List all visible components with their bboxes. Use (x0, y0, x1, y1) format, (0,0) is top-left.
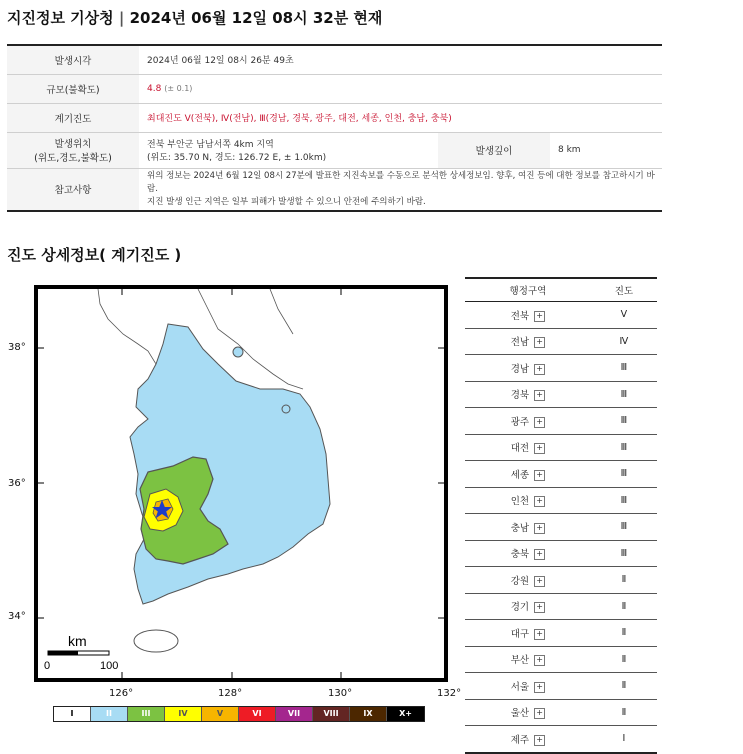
intensity-cell: Ⅲ (591, 408, 657, 435)
lon-label-132: 132° (437, 688, 462, 699)
intensity-cell: Ⅲ (591, 355, 657, 382)
table-row (465, 567, 657, 594)
legend-item: III (128, 707, 165, 721)
map-canvas (38, 289, 444, 678)
intensity-legend (53, 706, 425, 722)
intensity-label: 계기진도 (7, 103, 139, 132)
region-name: 전북 (510, 310, 530, 322)
lon-label-128: 128° (218, 688, 243, 699)
section-title: 진도 상세정보( 계기진도 ) (7, 246, 182, 264)
scale-unit: km (68, 633, 87, 649)
region-name: 강원 (510, 575, 530, 587)
region-cell (465, 487, 591, 514)
magnitude-cell (139, 74, 662, 103)
table-row (465, 408, 657, 435)
intensity-cell: Ⅲ (591, 540, 657, 567)
time-value: 2024년 06월 12일 08시 26분 49초 (139, 45, 662, 74)
legend-item: II (91, 707, 128, 721)
table-row (465, 328, 657, 355)
lat-label-36: 36° (8, 478, 26, 489)
location-label (7, 132, 139, 168)
region-cell (465, 302, 591, 329)
col-region-header: 행정구역 (465, 278, 591, 302)
note-value (139, 168, 662, 211)
intensity-cell: Ⅲ (591, 434, 657, 461)
intensity-cell: Ⅱ (591, 673, 657, 700)
region-name: 충북 (510, 549, 530, 561)
region-cell (465, 567, 591, 594)
region-cell (465, 726, 591, 753)
earthquake-info-table (7, 44, 662, 212)
lon-label-130: 130° (328, 688, 353, 699)
region-cell (465, 408, 591, 435)
region-name: 부산 (510, 655, 530, 667)
expand-icon[interactable]: + (534, 337, 545, 348)
time-label: 발생시각 (7, 45, 139, 74)
intensity-map (34, 285, 448, 682)
scale-start: 0 (44, 660, 51, 672)
lon-label-126: 126° (109, 688, 134, 699)
region-cell (465, 461, 591, 488)
region-cell (465, 673, 591, 700)
region-cell (465, 593, 591, 620)
intensity-cell: Ⅱ (591, 620, 657, 647)
intensity-cell: Ⅱ (591, 593, 657, 620)
region-name: 전남 (510, 337, 530, 349)
expand-icon[interactable]: + (534, 602, 545, 613)
location-value (139, 132, 438, 168)
region-cell (465, 355, 591, 382)
region-name: 대전 (510, 443, 530, 455)
intensity-cell: Ⅱ (591, 646, 657, 673)
expand-icon[interactable]: + (534, 390, 545, 401)
table-row (465, 673, 657, 700)
table-row (465, 461, 657, 488)
region-cell (465, 540, 591, 567)
region-name: 서울 (510, 681, 530, 693)
title-text: 지진정보 기상청 (7, 9, 114, 27)
table-row (465, 487, 657, 514)
intensity-area-ii (130, 324, 330, 604)
region-cell (465, 381, 591, 408)
region-cell (465, 699, 591, 726)
intensity-by-region-table (465, 277, 657, 754)
depth-value: 8 km (550, 132, 662, 168)
island-dokdo (282, 405, 290, 413)
table-row (465, 381, 657, 408)
expand-icon[interactable]: + (534, 311, 545, 322)
magnitude-uncertainty: (± 0.1) (164, 83, 193, 93)
table-row (465, 434, 657, 461)
intensity-table-body (465, 302, 657, 753)
lat-label-38: 38° (8, 342, 26, 353)
lat-label-34: 34° (8, 611, 26, 622)
intensity-value: 최대진도 Ⅴ(전북), Ⅳ(전남), Ⅲ(경남, 경북, 광주, 대전, 세종, 인천, 충남, 충북) (139, 103, 662, 132)
table-row (465, 540, 657, 567)
intensity-cell: Ⅳ (591, 328, 657, 355)
location-value-line2: (위도: 35.70 N, 경도: 126.72 E, ± 1.0km) (147, 153, 327, 163)
region-name: 광주 (510, 416, 530, 428)
region-cell (465, 646, 591, 673)
region-name: 대구 (510, 628, 530, 640)
legend-item: VI (239, 707, 276, 721)
expand-icon[interactable]: + (534, 549, 545, 560)
note-line1: 위의 정보는 2024년 6월 12일 08시 27분에 발표한 지진속보를 수동으로 분석한 상세정보임. 향후, 여진 등에 대한 정보를 참고하시기 바람. (147, 170, 655, 194)
region-name: 세종 (510, 469, 530, 481)
region-name: 충남 (510, 522, 530, 534)
intensity-cell: Ⅱ (591, 567, 657, 594)
island-ulleung (233, 347, 243, 357)
intensity-cell: Ⅲ (591, 487, 657, 514)
location-label-line2: (위도,경도,불확도) (34, 153, 112, 164)
intensity-cell: Ⅴ (591, 302, 657, 329)
region-name: 경남 (510, 363, 530, 375)
location-value-line1: 전북 부안군 남남서쪽 4km 지역 (147, 140, 274, 150)
title-separator: | (118, 9, 125, 27)
col-intensity-header: 진도 (591, 278, 657, 302)
note-line2: 지진 발생 인근 지역은 일부 피해가 발생할 수 있으니 안전에 주의하기 바람. (147, 196, 426, 207)
legend-item: I (54, 707, 91, 721)
intensity-cell: Ⅲ (591, 514, 657, 541)
table-row (465, 593, 657, 620)
depth-label: 발생깊이 (438, 132, 550, 168)
expand-icon[interactable]: + (534, 735, 545, 746)
expand-icon[interactable]: + (534, 708, 545, 719)
expand-icon[interactable]: + (534, 576, 545, 587)
expand-icon[interactable]: + (534, 364, 545, 375)
expand-icon[interactable]: + (534, 655, 545, 666)
intensity-cell: Ⅲ (591, 381, 657, 408)
intensity-cell: Ⅱ (591, 699, 657, 726)
region-cell (465, 328, 591, 355)
intensity-cell: Ⅲ (591, 461, 657, 488)
legend-item: X+ (387, 707, 424, 721)
region-name: 제주 (510, 734, 530, 746)
expand-icon[interactable]: + (534, 496, 545, 507)
legend-item: V (202, 707, 239, 721)
region-name: 경기 (510, 602, 530, 614)
expand-icon[interactable]: + (534, 629, 545, 640)
expand-icon[interactable]: + (534, 470, 545, 481)
legend-item: IX (350, 707, 387, 721)
legend-item: VII (276, 707, 313, 721)
legend-item: IV (165, 707, 202, 721)
island-jeju (134, 630, 178, 652)
magnitude-label: 규모(불확도) (7, 74, 139, 103)
table-row (465, 302, 657, 329)
expand-icon[interactable]: + (534, 523, 545, 534)
table-row (465, 646, 657, 673)
table-row (465, 355, 657, 382)
scale-bar-fill (48, 651, 78, 655)
region-cell (465, 514, 591, 541)
note-label: 참고사항 (7, 168, 139, 211)
table-row (465, 620, 657, 647)
region-name: 울산 (510, 708, 530, 720)
title-timestamp: 2024년 06월 12일 08시 32분 현재 (129, 9, 383, 27)
expand-icon[interactable]: + (534, 443, 545, 454)
magnitude-value: 4.8 (147, 83, 162, 94)
legend-item: VIII (313, 707, 350, 721)
intensity-cell: Ⅰ (591, 726, 657, 753)
page-title (7, 7, 382, 28)
region-cell (465, 434, 591, 461)
region-name: 인천 (510, 496, 530, 508)
scale-end: 100 (100, 660, 119, 672)
table-row (465, 514, 657, 541)
expand-icon[interactable]: + (534, 417, 545, 428)
table-row (465, 726, 657, 753)
table-row (465, 699, 657, 726)
region-cell (465, 620, 591, 647)
expand-icon[interactable]: + (534, 682, 545, 693)
region-name: 경북 (510, 390, 530, 402)
location-label-line1: 발생위치 (54, 139, 92, 150)
